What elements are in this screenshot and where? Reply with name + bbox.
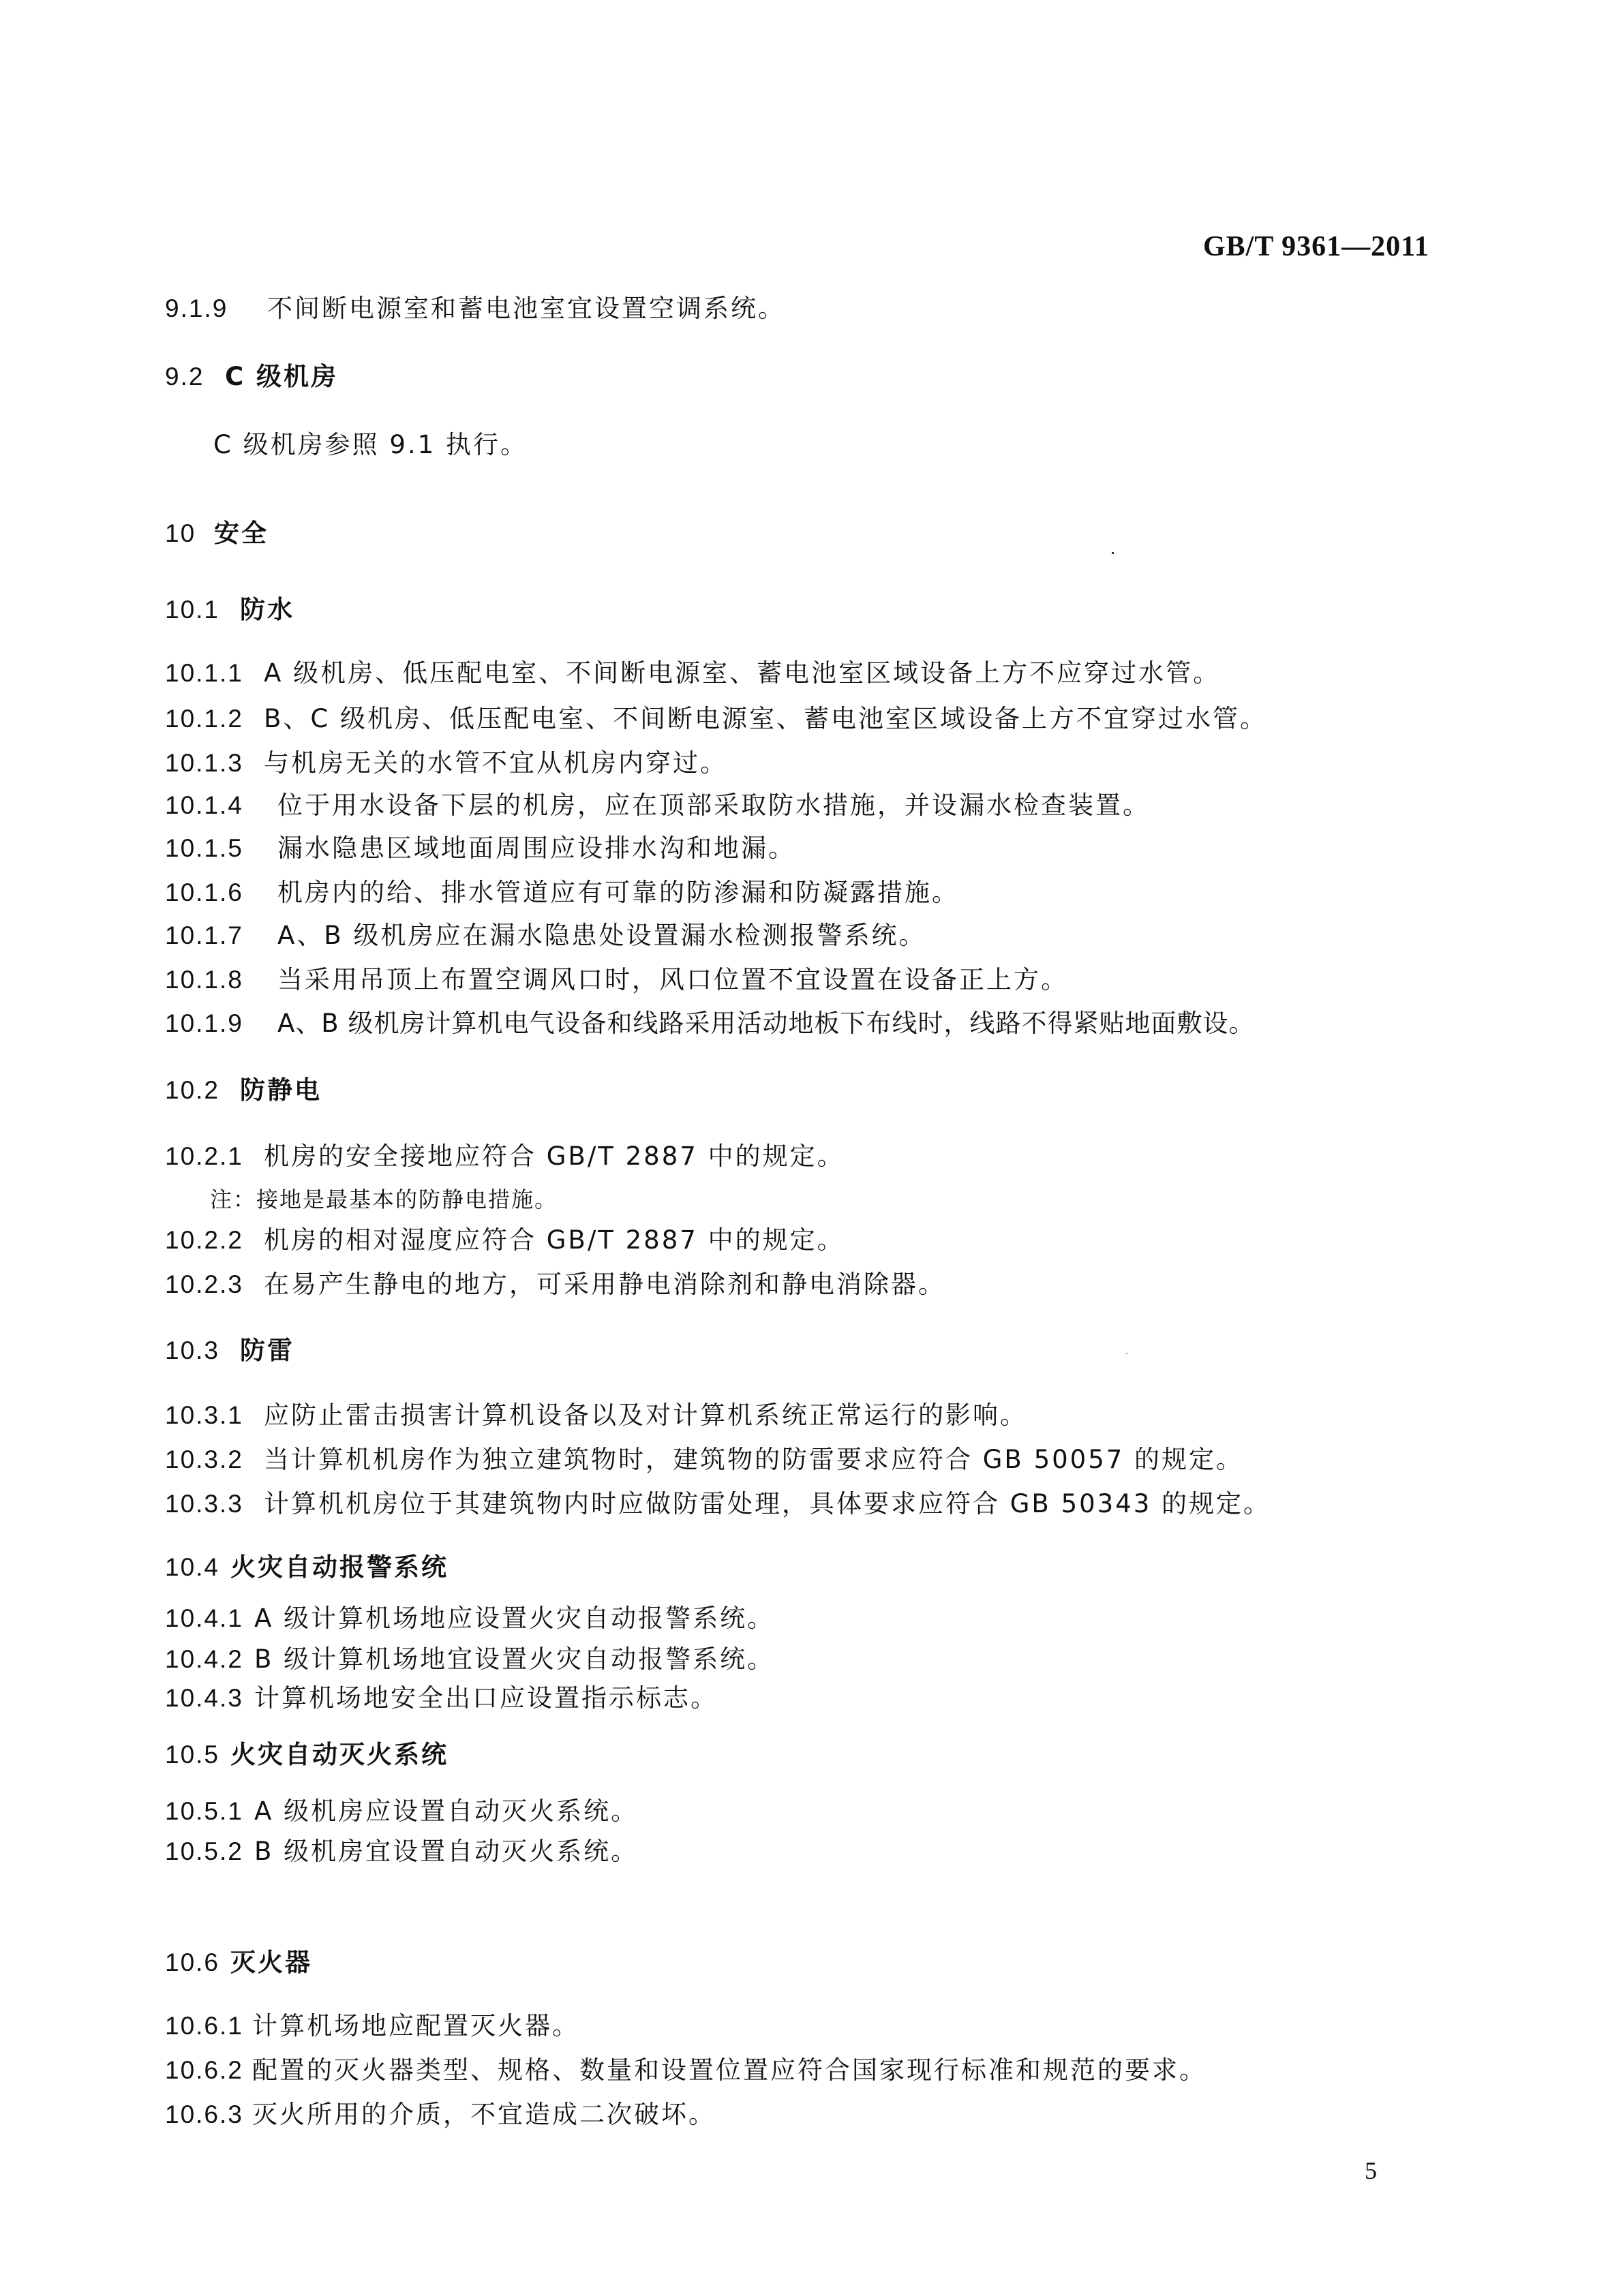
clause-10-3-3 — [165, 1489, 1271, 1519]
clause-text: 位于用水设备下层的机房，应在顶部采取防水措施，并设漏水检查装置。 — [277, 791, 1150, 820]
clause-text: 在易产生静电的地方，可采用静电消除剂和静电消除器。 — [264, 1270, 945, 1299]
clause-number: 10.5.2 — [165, 1837, 243, 1865]
clause-number: 10.2.1 — [165, 1142, 243, 1170]
section-number: 10.6 — [165, 1948, 220, 1976]
scan-speck — [1112, 552, 1114, 554]
clause-text: 配置的灭火器类型、规格、数量和设置位置应符合国家现行标准和规范的要求。 — [252, 2055, 1207, 2085]
clause-text: 计算机场地安全出口应设置指示标志。 — [254, 1683, 718, 1713]
clause-text: 当计算机机房作为独立建筑物时，建筑物的防雷要求应符合 GB 50057 的规定。 — [264, 1445, 1244, 1474]
clause-text: 机房的安全接地应符合 GB/T 2887 中的规定。 — [264, 1142, 845, 1171]
section-title: C 级机房 — [225, 362, 339, 391]
clause-10-4-1 — [165, 1604, 774, 1634]
clause-10-4-2 — [165, 1644, 774, 1674]
clause-number: 10.1.5 — [165, 834, 243, 862]
section-title: 防雷 — [240, 1336, 294, 1365]
clause-9-1-9 — [165, 294, 785, 324]
clause-text: B、C 级机房、低压配电室、不间断电源室、蓄电池室区域设备上方不宜穿过水管。 — [264, 704, 1267, 733]
clause-text: 当采用吊顶上布置空调风口时，风口位置不宜设置在设备正上方。 — [277, 965, 1068, 994]
chapter-heading-10 — [165, 519, 269, 549]
section-heading-9-2 — [165, 362, 338, 392]
clause-10-2-2 — [165, 1225, 845, 1255]
clause-text: A、B 级机房应在漏水隐患处设置漏水检测报警系统。 — [277, 921, 926, 950]
clause-number: 10.4.2 — [165, 1645, 243, 1673]
clause-text: B 级计算机场地宜设置火灾自动报警系统。 — [254, 1644, 775, 1674]
page-number: 5 — [1365, 2157, 1377, 2184]
section-title: 防水 — [240, 595, 294, 624]
clause-text: 机房的相对湿度应符合 GB/T 2887 中的规定。 — [264, 1225, 845, 1255]
clause-number: 10.2.2 — [165, 1226, 243, 1254]
clause-text: 灭火所用的介质，不宜造成二次破坏。 — [252, 2100, 716, 2129]
section-heading-10-2 — [165, 1075, 322, 1105]
note-10-2-1: 注：接地是最基本的防静电措施。 — [210, 1187, 558, 1212]
paragraph-9-2: C 级机房参照 9.1 执行。 — [213, 430, 528, 459]
chapter-title: 安全 — [214, 519, 269, 548]
clause-text: 计算机场地应配置灭火器。 — [252, 2011, 579, 2040]
clause-text: A 级机房应设置自动灭火系统。 — [254, 1796, 639, 1826]
section-number: 10.5 — [165, 1741, 220, 1769]
clause-text: A、B 级机房计算机电气设备和线路采用活动地板下布线时，线路不得紧贴地面敷设。 — [277, 1009, 1255, 1038]
section-title: 防静电 — [240, 1075, 322, 1105]
clause-number: 10.5.1 — [165, 1797, 243, 1825]
section-heading-10-5 — [165, 1740, 449, 1770]
section-title: 火灾自动报警系统 — [230, 1552, 449, 1582]
section-title: 火灾自动灭火系统 — [230, 1740, 449, 1769]
section-heading-10-3 — [165, 1336, 294, 1366]
clause-10-1-9 — [165, 1009, 1254, 1039]
clause-10-3-2 — [165, 1445, 1243, 1475]
clause-10-5-1 — [165, 1796, 638, 1826]
clause-text: 漏水隐患区域地面周围应设排水沟和地漏。 — [277, 833, 795, 863]
section-number: 10.1 — [165, 596, 220, 624]
clause-number: 10.1.9 — [165, 1009, 243, 1037]
clause-text: B 级机房宜设置自动灭火系统。 — [254, 1837, 639, 1866]
section-heading-10-4 — [165, 1552, 449, 1582]
clause-10-6-2 — [165, 2055, 1207, 2085]
section-number: 9.2 — [165, 363, 204, 391]
section-number: 10.4 — [165, 1553, 220, 1581]
clause-number: 10.6.2 — [165, 2056, 243, 2084]
clause-10-1-5 — [165, 833, 795, 863]
section-heading-10-1 — [165, 595, 294, 625]
section-number: 10.2 — [165, 1076, 220, 1104]
standard-code-header: GB/T 9361—2011 — [1203, 231, 1429, 262]
clause-10-3-1 — [165, 1400, 1027, 1430]
clause-10-2-1 — [165, 1142, 845, 1172]
clause-10-2-3 — [165, 1270, 945, 1300]
clause-number: 10.1.1 — [165, 659, 243, 687]
clause-number: 10.1.6 — [165, 878, 243, 906]
section-title: 灭火器 — [230, 1948, 312, 1977]
scan-speck — [1126, 1353, 1127, 1354]
clause-number: 10.4.3 — [165, 1684, 243, 1712]
section-number: 10.3 — [165, 1336, 220, 1364]
clause-10-1-6 — [165, 878, 959, 908]
clause-number: 10.1.2 — [165, 705, 243, 733]
clause-number: 10.4.1 — [165, 1604, 243, 1632]
clause-number: 10.6.3 — [165, 2100, 243, 2128]
clause-10-6-1 — [165, 2011, 579, 2041]
clause-10-4-3 — [165, 1683, 718, 1713]
clause-10-6-3 — [165, 2100, 716, 2130]
clause-number: 10.1.3 — [165, 749, 243, 777]
clause-10-1-4 — [165, 791, 1150, 821]
chapter-number: 10 — [165, 519, 196, 547]
clause-10-1-3 — [165, 748, 727, 778]
section-heading-10-6 — [165, 1948, 312, 1978]
clause-number: 10.3.1 — [165, 1401, 243, 1429]
clause-number: 10.1.7 — [165, 921, 243, 949]
clause-text: A 级计算机场地应设置火灾自动报警系统。 — [254, 1604, 775, 1633]
clause-number: 10.3.2 — [165, 1445, 243, 1473]
clause-10-1-8 — [165, 965, 1068, 995]
clause-10-1-2 — [165, 704, 1267, 734]
clause-text: 不间断电源室和蓄电池室宜设置空调系统。 — [267, 294, 785, 323]
clause-text: 机房内的给、排水管道应有可靠的防渗漏和防凝露措施。 — [277, 878, 959, 907]
clause-10-1-7 — [165, 921, 926, 951]
clause-10-5-2 — [165, 1837, 638, 1867]
clause-number: 9.1.9 — [165, 294, 228, 322]
clause-text: A 级机房、低压配电室、不间断电源室、蓄电池室区域设备上方不应穿过水管。 — [264, 658, 1221, 688]
clause-number: 10.2.3 — [165, 1270, 243, 1298]
clause-number: 10.1.8 — [165, 966, 243, 994]
clause-text: 应防止雷击损害计算机设备以及对计算机系统正常运行的影响。 — [264, 1400, 1027, 1430]
clause-number: 10.6.1 — [165, 2012, 243, 2040]
clause-number: 10.3.3 — [165, 1490, 243, 1518]
clause-number: 10.1.4 — [165, 791, 243, 819]
clause-10-1-1 — [165, 658, 1220, 688]
clause-text: 与机房无关的水管不宜从机房内穿过。 — [264, 748, 727, 778]
clause-text: 计算机机房位于其建筑物内时应做防雷处理，具体要求应符合 GB 50343 的规定。 — [264, 1489, 1271, 1518]
